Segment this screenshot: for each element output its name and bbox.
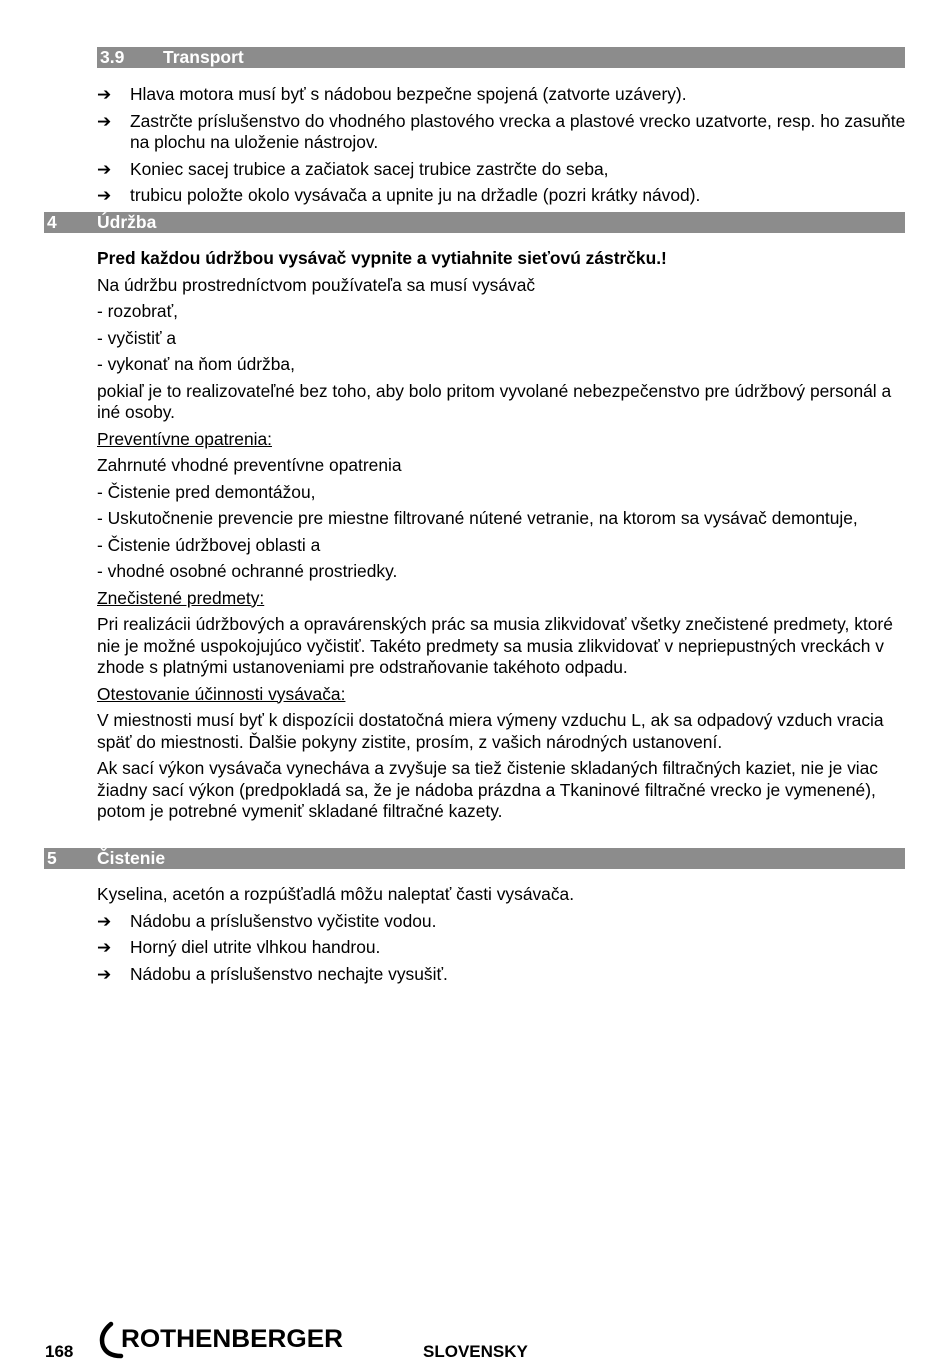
paragraph: pokiaľ je to realizovateľné bez toho, aby bolo pritom vyvolané nebezpečenstvo pre údržbový personál a iné osoby. bbox=[97, 380, 892, 422]
cleaning-body bbox=[97, 884, 907, 990]
arrow-right-icon: ➔ bbox=[97, 85, 112, 104]
arrow-right-icon: ➔ bbox=[97, 186, 112, 205]
list-item: ➔ Hlava motora musí byť s nádobou bezpečne spojená (zatvorte uzávery). bbox=[97, 84, 687, 104]
section-title: Údržba bbox=[97, 212, 157, 232]
svg-text:ROTHENBERGER: ROTHENBERGER bbox=[121, 1325, 343, 1353]
section-header-5 bbox=[44, 848, 905, 869]
arrow-right-icon: ➔ bbox=[97, 111, 112, 131]
paragraph: - Uskutočnenie prevencie pre miestne filtrované nútené vetranie, na ktorom sa vysávač demontuje, bbox=[97, 508, 858, 528]
subheading: Znečistené predmety: bbox=[97, 587, 265, 608]
warning-text: Pred každou údržbou vysávač vypnite a vytiahnite sieťovú zástrčku.! bbox=[97, 248, 667, 268]
section-title: Čistenie bbox=[97, 848, 166, 868]
section-number: 3.9 bbox=[100, 47, 125, 67]
section-header-4 bbox=[44, 212, 905, 233]
paragraph: - vyčistiť a bbox=[97, 327, 176, 348]
subheading: Otestovanie účinnosti vysávača: bbox=[97, 683, 346, 704]
list-item: ➔ Horný diel utrite vlhkou handrou. bbox=[97, 937, 381, 957]
paragraph: V miestnosti musí byť k dispozícii dostatočná miera výmeny vzduchu L, ak sa odpadový vzduch vracia späť do miestnosti. Ďalšie pokyny zistite, prosím, z vašich národných ustanovení. bbox=[97, 710, 884, 752]
section-number: 5 bbox=[47, 848, 57, 868]
list-item: ➔ Nádobu a príslušenstvo vyčistite vodou. bbox=[97, 910, 437, 931]
page-number: 168 bbox=[45, 1342, 74, 1361]
paragraph: Kyselina, acetón a rozpúšťadlá môžu naleptať časti vysávača. bbox=[97, 884, 575, 904]
paragraph: Na údržbu prostredníctvom používateľa sa musí vysávač bbox=[97, 274, 536, 295]
maintenance-body bbox=[97, 248, 907, 828]
paragraph: - rozobrať, bbox=[97, 301, 178, 321]
arrow-right-icon: ➔ bbox=[97, 159, 112, 179]
arrow-right-icon: ➔ bbox=[97, 964, 112, 984]
paragraph: - Čistenie pred demontážou, bbox=[97, 481, 316, 502]
paragraph: Zahrnuté vhodné preventívne opatrenia bbox=[97, 455, 402, 475]
language-label: SLOVENSKY bbox=[423, 1342, 528, 1361]
section-title: Transport bbox=[163, 47, 244, 67]
arrow-right-icon: ➔ bbox=[97, 911, 112, 931]
arrow-right-icon: ➔ bbox=[97, 938, 112, 957]
paragraph: - vhodné osobné ochranné prostriedky. bbox=[97, 561, 398, 581]
transport-list bbox=[97, 84, 907, 212]
rothenberger-logo bbox=[97, 1320, 347, 1360]
list-item: ➔ Zastrčte príslušenstvo do vhodného plastového vrecka a plastové vrecko uzatvorte, resp. ho zasuňte na plochu na uloženie nástrojov. bbox=[97, 110, 906, 152]
paragraph: Ak sací výkon vysávača vynecháva a zvyšuje sa tiež čistenie skladaných filtračných kaziet, nie je viac žiadny sací výkon (predpokladá sa, že je nádoba prázdna a Tkaninové filtračné vrecko je vymenené), potom je potrebné vymeniť skladané filtračné kazety. bbox=[97, 758, 878, 821]
list-item: ➔ Nádobu a príslušenstvo nechajte vysušiť. bbox=[97, 963, 448, 984]
paragraph: Pri realizácii údržbových a opravárenských prác sa musia zlikvidovať všetky znečistené predmety, ktoré nie je možné uspokojujúco vyčistiť. Takéto predmety sa musia zlikvidovať v nepriepustných vreckách v zhode s platnými ustanoveniami pre odstraňovanie takéhoto odpadu. bbox=[97, 614, 893, 677]
paragraph: - Čistenie údržbovej oblasti a bbox=[97, 534, 321, 555]
subheading: Preventívne opatrenia: bbox=[97, 428, 272, 449]
section-number: 4 bbox=[47, 212, 57, 232]
list-item: ➔ trubicu položte okolo vysávača a upnite ju na držadle (pozri krátky návod). bbox=[97, 185, 701, 205]
section-header-3-9 bbox=[97, 47, 905, 68]
paragraph: - vykonať na ňom údržba, bbox=[97, 354, 295, 374]
list-item: ➔ Koniec sacej trubice a začiatok sacej trubice zastrčte do seba, bbox=[97, 158, 609, 179]
